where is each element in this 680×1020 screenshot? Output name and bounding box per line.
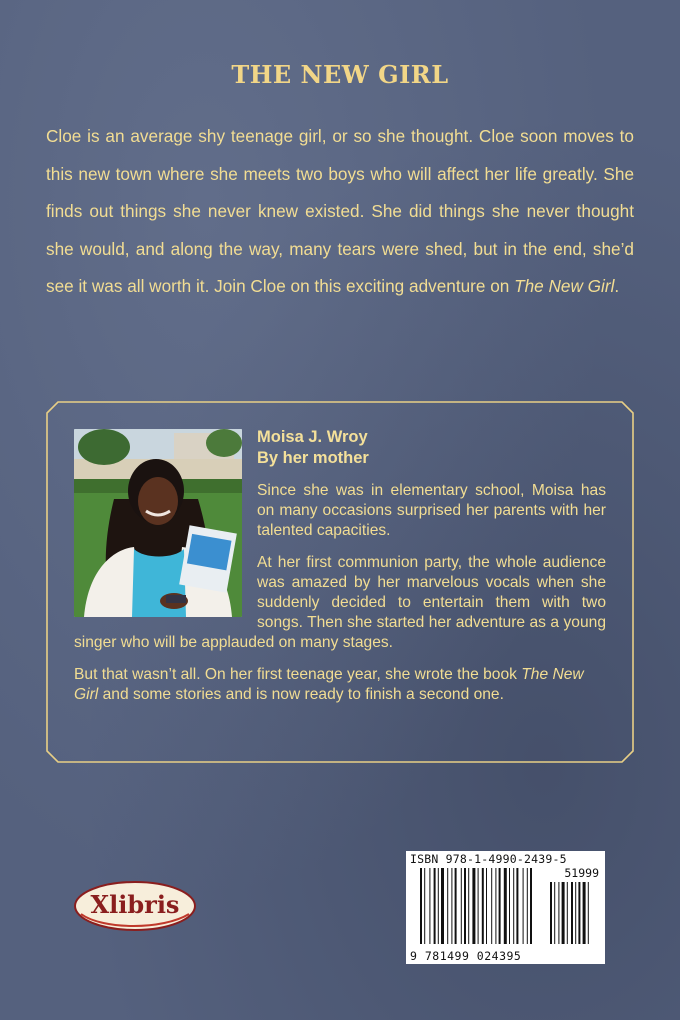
author-byline: By her mother bbox=[257, 449, 369, 467]
ean-number: 9 781499 024395 bbox=[410, 949, 522, 963]
author-name-block bbox=[257, 427, 369, 469]
blurb-end: . bbox=[614, 276, 620, 296]
bio-paragraph-3: But that wasn’t all. On her first teenage year, she wrote the book The New Girl and some stories and is now ready to finish a second one. bbox=[74, 666, 584, 703]
publisher-logo bbox=[73, 880, 197, 937]
publisher-logo-text: Xlibris bbox=[90, 890, 180, 919]
bio-paragraph-2: At her first communion party, the whole audience was amazed by her marvelous vocals when she suddenly decided to entertain them with two songs. Then she started her adventure as a young singer who will be applauded on many stages. bbox=[74, 554, 606, 651]
author-bio-box bbox=[46, 401, 634, 763]
price-code: 51999 bbox=[564, 866, 599, 880]
bio-book-title: The New Girl bbox=[74, 666, 584, 703]
blurb-book-title: The New Girl bbox=[514, 276, 615, 296]
blurb-text: Cloe is an average shy teenage girl, or so she thought. Cloe soon moves to this new town where she meets two boys who will affect her life greatly. She finds out things she never knew existed. She did things she never thought she would, and along the way, many tears were shed, but in the end, she’d see it was all worth it. Join Cloe on this exciting adventure on bbox=[46, 126, 634, 296]
isbn-number: ISBN 978-1-4990-2439-5 bbox=[410, 852, 567, 866]
book-blurb bbox=[46, 118, 634, 306]
author-bio-text bbox=[74, 481, 606, 717]
book-title: THE NEW GIRL bbox=[231, 60, 449, 89]
isbn-barcode bbox=[406, 851, 605, 964]
author-name: Moisa J. Wroy bbox=[257, 428, 368, 446]
bio-paragraph-1: Since she was in elementary school, Moisa has on many occasions surprised her parents with her talented capacities. bbox=[257, 482, 606, 539]
barcode-bars bbox=[420, 868, 600, 948]
